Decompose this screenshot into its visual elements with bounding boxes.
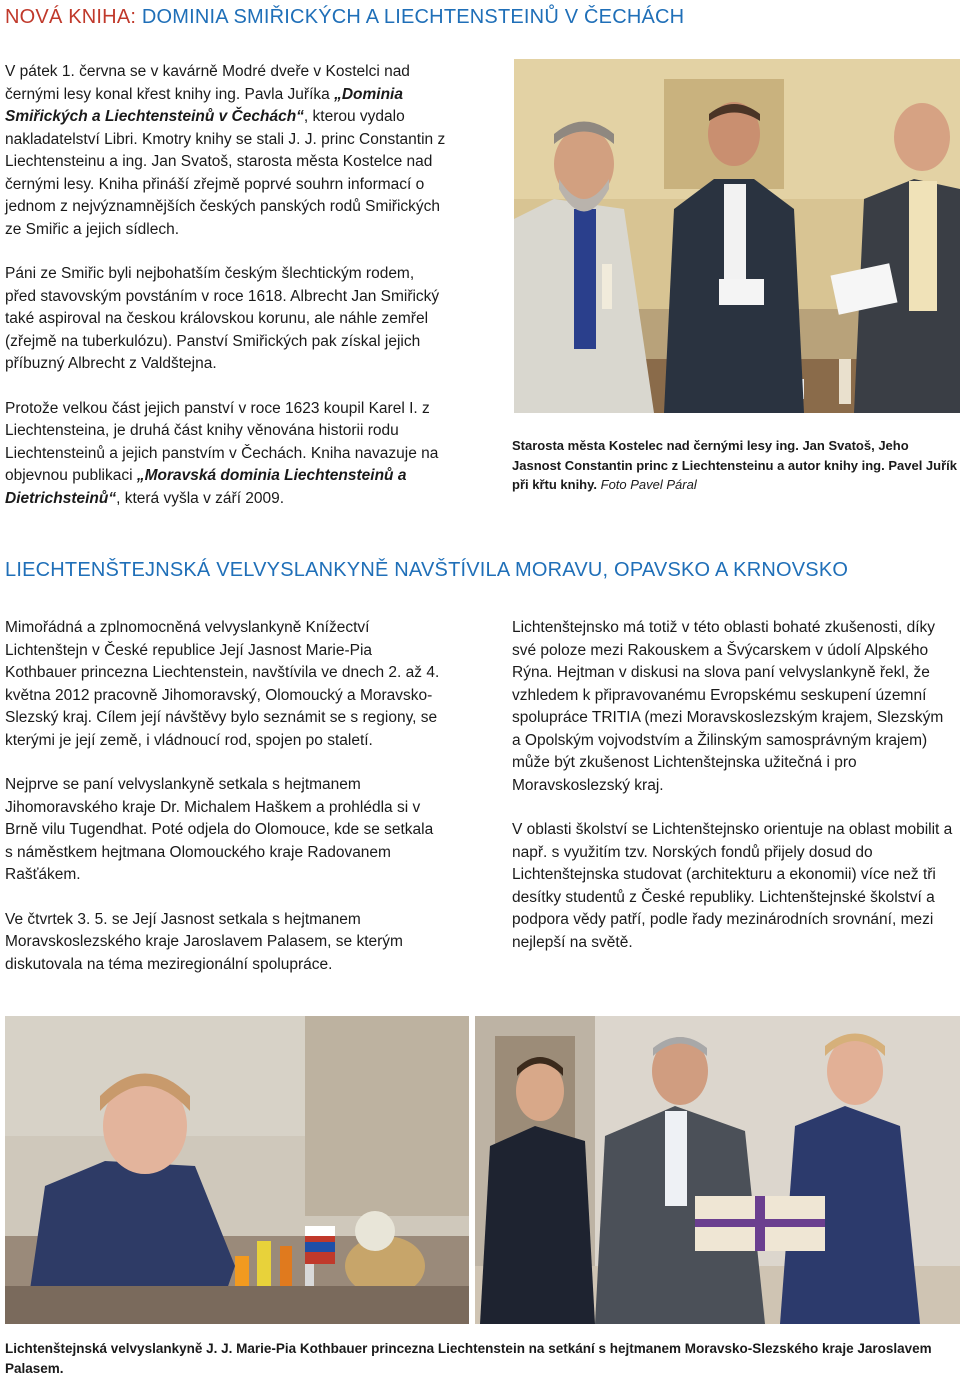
left-paragraph: Nejprve se paní velvyslankyně setkala s hejtmanem Jihomoravského kraje Dr. Michalem Haškem a prohlédla si v Brně vilu Tugendhat. Poté odjela do Olomouce, kde se setkala s náměstkem hejtmana Olomouckého kraje Radovanem Rašťákem.: [5, 776, 434, 883]
p3-text-a: Protože velkou část jejich panství v roce 1623 koupil Karel I. z Liechtensteina, je druhá část knihy věnována historii rodu Liechtensteinů a jejich panstvím v Čechách. Kniha navazuje na objevnou publikaci: [5, 399, 439, 484]
book-paragraph-3: [5, 398, 447, 511]
book-launch-photo-image: [514, 59, 960, 413]
ambassador-meeting-photo: [5, 1016, 469, 1324]
book-paragraph-1: [5, 61, 447, 241]
article-title-book: [5, 6, 684, 29]
left-paragraph: Mimořádná a zplnomocněná velvyslankyně Knížectví Lichtenštejn v České republice Její Jasnost Marie-Pia Kothbauer princezna Liechtenstein, navštívila ve dnech 2. až 4. května 2012 pracovně Jihomoravský, Olomoucký a Moravsko-Slezský kraj. Cílem její návštěvy bylo seznámit se s regiony, se kterými je její země, i vládnoucí rod, spojen po staletí.: [5, 619, 440, 749]
gift-exchange-photo-image: [475, 1016, 960, 1324]
book-launch-caption: [512, 436, 958, 495]
title-rest: DOMINIA SMIŘICKÝCH A LIECHTENSTEINŮ V ČECHÁCH: [141, 6, 685, 28]
p3-text-c: , která vyšla v září 2009.: [116, 489, 285, 507]
gift-exchange-photo: [475, 1016, 960, 1324]
p1-text-a: V pátek 1. června se v kavárně Modré dveře v Kostelci nad černými lesy konal křest knihy ing. Pavla Juříka: [5, 63, 410, 103]
article-title-ambassador: LIECHTENŠTEJNSKÁ VELVYSLANKYNĚ NAVŠTÍVILA MORAVU, OPAVSKO A KRNOVSKO: [5, 559, 849, 581]
book-paragraph-2: Páni ze Smiřic byli nejbohatším českým šlechtickým rodem, před stavovským povstáním v roce 1618. Albrecht Jan Smiřický také aspiroval na českou královskou korunu, ale náhle zemřel (zřejmě na tuberkulózu). Panství Smiřických pak získal jejich příbuzný Albrecht z Valdštejna.: [5, 265, 440, 372]
book-article-body: [5, 61, 447, 510]
ambassador-left-column: [5, 617, 445, 976]
title-prefix: NOVÁ KNIHA:: [5, 6, 137, 28]
right-paragraph: V oblasti školství se Lichtenštejnsko orientuje na oblast mobilit a např. s využitím tzv. Norských fondů přijely dosud do Lichtenštejnska studovat (architekturu a ekonomii) více než tři desítky studentů z České republiky. Lichtenštejnské školství a podpora vědy patří, podle řady mezinárodních srovnání, mezi nejlepší na světě.: [512, 821, 953, 951]
ambassador-caption: Lichtenštejnská velvyslankyně J. J. Marie-Pia Kothbauer princezna Liechtenstein na setkání s hejtmanem Moravsko-Slezského kraje Jaroslavem Palasem.: [5, 1341, 932, 1376]
photo-credit: Foto Pavel Páral: [600, 477, 697, 492]
left-paragraph: Ve čtvrtek 3. 5. se Její Jasnost setkala s hejtmanem Moravskoslezského kraje Jaroslavem Palasem, se kterým diskutovala na téma meziregionální spolupráce.: [5, 910, 403, 973]
caption-text: Starosta města Kostelec nad černými lesy ing. Jan Svatoš, Jeho Jasnost Constantin princ z Liechtensteinu a autor knihy ing. Pavel Juřík při křtu knihy.: [512, 438, 957, 492]
book-launch-photo: [514, 59, 960, 413]
book-title-emphasis: „Dominia Smiřických a Liechtensteinů v Čechách“: [5, 85, 403, 125]
ambassador-right-column: [512, 617, 956, 954]
right-paragraph: Lichtenštejnsko má totiž v této oblasti bohaté zkušenosti, díky své poloze mezi Rakouskem a Švýcarskem v údolí Alpského Rýna. Hejtman v diskusi na slova paní velvyslankyně řekl, že vzhledem k připravovanému Evropskému seskupení územní spolupráce TRITIA (mezi Moravskoslezským krajem, Slezským a Opolským vojvodstvím a Žilinským samosprávným krajem) může být zkušenost Lichtenštejnska užitečná i pro Moravskoslezský kraj.: [512, 619, 944, 794]
ambassador-meeting-photo-image: [5, 1016, 469, 1324]
publication-title-emphasis: „Moravská dominia Liechtensteinů a Dietrichsteinů“: [5, 467, 407, 507]
p1-text-c: , kterou vydalo nakladatelství Libri. Kmotry knihy se stali J. J. princ Constantin z Liechtensteinu a ing. Jan Svatoš, starosta města Kostelce nad černými lesy. Kniha přináší zřejmě poprvé souhrn informací o jednom z nejvýznamnějších českých panských rodů Smiřických ze Smiřic a jejich sídlech.: [5, 108, 446, 238]
